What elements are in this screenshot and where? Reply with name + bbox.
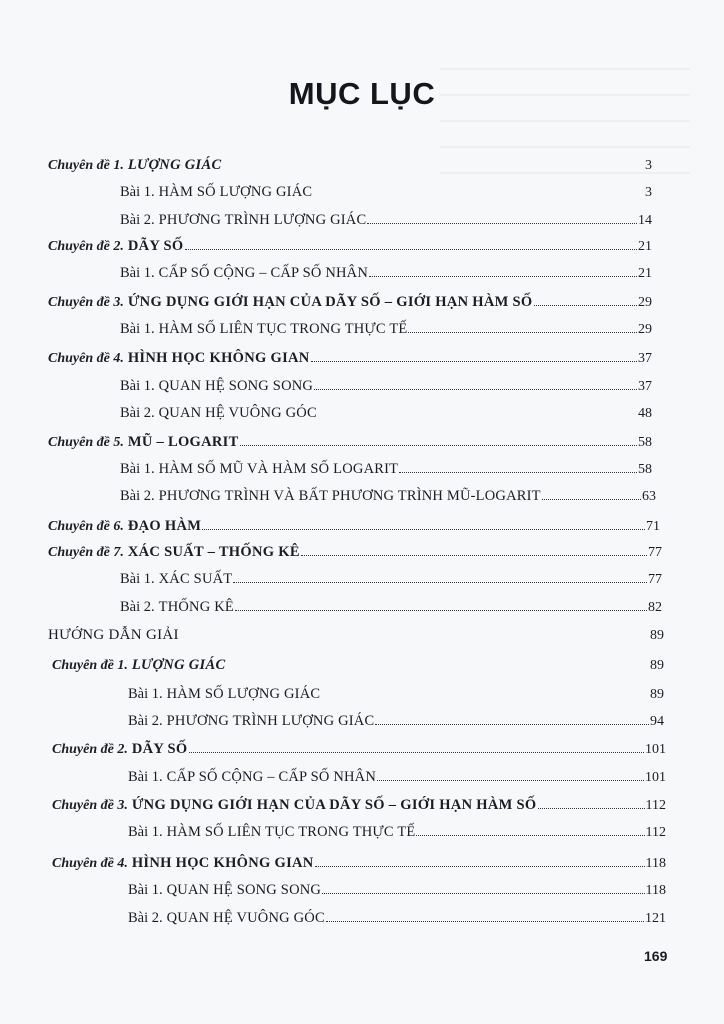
entry-page-number: 94	[650, 714, 664, 729]
toc-chapter-entry	[52, 740, 666, 759]
entry-title: QUAN HỆ SONG SONG	[166, 882, 322, 898]
entry-page-number: 118	[645, 883, 666, 898]
entry-title: XÁC SUẤT	[158, 571, 233, 587]
entry-prefix: Bài 1.	[120, 184, 155, 200]
entry-title: PHƯƠNG TRÌNH LƯỢNG GIÁC	[158, 212, 367, 228]
entry-prefix: Chuyên đề 2.	[48, 239, 124, 254]
entry-page-number: 82	[648, 600, 662, 615]
page-title: MỤC LỤC	[288, 76, 436, 111]
entry-page-number: 3	[645, 185, 652, 200]
entry-prefix: Chuyên đề 4.	[52, 856, 128, 871]
entry-prefix: Bài 2.	[128, 713, 163, 729]
entry-title: XÁC SUẤT – THỐNG KÊ	[127, 544, 300, 560]
entry-title: QUAN HỆ VUÔNG GÓC	[166, 910, 325, 926]
entry-page-number: 29	[638, 295, 652, 310]
entry-prefix: Chuyên đề 1.	[52, 658, 128, 673]
toc-chapter-entry	[52, 854, 666, 873]
entry-prefix: Bài 2.	[120, 212, 155, 228]
entry-page-number: 63	[642, 489, 656, 504]
entry-prefix: Bài 1.	[128, 824, 163, 840]
entry-prefix: Chuyên đề 5.	[48, 435, 124, 450]
entry-prefix: Chuyên đề 3.	[48, 295, 124, 310]
entry-page-number: 58	[638, 435, 652, 450]
entry-title: HÀM SỐ LIÊN TỤC TRONG THỰC TẾ	[158, 321, 408, 337]
toc-lesson-entry	[120, 264, 652, 283]
entry-page-number: 29	[638, 322, 652, 337]
entry-prefix: Chuyên đề 1.	[48, 158, 124, 173]
entry-page-number: 37	[638, 379, 652, 394]
dot-leader	[367, 211, 637, 224]
dot-leader	[301, 543, 647, 556]
entry-title: HÌNH HỌC KHÔNG GIAN	[131, 855, 314, 871]
entry-page-number: 77	[648, 572, 662, 587]
toc-lesson-entry	[120, 377, 652, 396]
toc-lesson-entry	[128, 712, 664, 731]
entry-prefix: Bài 1.	[128, 769, 163, 785]
toc-lesson-entry	[120, 598, 662, 617]
entry-title: HƯỚNG DẪN GIẢI	[48, 627, 179, 643]
dot-leader	[408, 320, 637, 333]
entry-title: CẤP SỐ CỘNG – CẤP SỐ NHÂN	[158, 265, 369, 281]
entry-prefix: Bài 1.	[120, 265, 155, 281]
toc-chapter-entry	[48, 293, 652, 312]
entry-page-number: 21	[638, 239, 652, 254]
entry-page-number: 58	[638, 462, 652, 477]
toc-chapter-entry	[48, 349, 652, 368]
dot-leader	[315, 854, 645, 867]
dot-leader	[235, 598, 647, 611]
entry-page-number: 48	[638, 406, 652, 421]
entry-prefix: Bài 2.	[120, 405, 155, 421]
toc-lesson-entry	[128, 881, 666, 900]
toc-chapter-entry	[52, 656, 664, 675]
dot-leader	[369, 264, 637, 277]
entry-page-number: 112	[645, 825, 666, 840]
entry-title: THỐNG KÊ	[158, 599, 234, 615]
dot-leader	[416, 823, 644, 836]
dot-leader	[311, 349, 637, 362]
entry-title: HÀM SỐ LƯỢNG GIÁC	[158, 184, 313, 200]
dot-leader	[542, 487, 641, 500]
toc-lesson-entry	[120, 404, 652, 423]
entry-title: PHƯƠNG TRÌNH VÀ BẤT PHƯƠNG TRÌNH MŨ-LOGARIT	[158, 488, 541, 504]
dot-leader	[399, 460, 637, 473]
entry-page-number: 37	[638, 351, 652, 366]
entry-title: ỨNG DỤNG GIỚI HẠN CỦA DÃY SỐ – GIỚI HẠN HÀM SỐ	[131, 797, 537, 813]
toc-chapter-entry	[48, 156, 652, 175]
dot-leader	[233, 570, 647, 583]
entry-page-number: 112	[645, 798, 666, 813]
entry-page-number: 89	[650, 687, 664, 702]
entry-prefix: Bài 1.	[128, 882, 163, 898]
entry-title: QUAN HỆ VUÔNG GÓC	[158, 405, 317, 421]
dot-leader	[377, 768, 644, 781]
entry-page-number: 71	[646, 519, 660, 534]
toc-lesson-entry	[120, 460, 652, 479]
page-number: 169	[644, 948, 668, 964]
dot-leader	[240, 433, 637, 446]
entry-page-number: 77	[648, 545, 662, 560]
dot-leader	[202, 517, 645, 530]
toc-lesson-entry	[120, 211, 652, 230]
toc-lesson-entry	[128, 909, 666, 928]
entry-title: HÌNH HỌC KHÔNG GIAN	[127, 350, 310, 366]
entry-title: LƯỢNG GIÁC	[131, 657, 226, 673]
entry-title: CẤP SỐ CỘNG – CẤP SỐ NHÂN	[166, 769, 377, 785]
dot-leader	[185, 237, 638, 250]
dot-leader	[375, 712, 649, 725]
entry-title: ỨNG DỤNG GIỚI HẠN CỦA DÃY SỐ – GIỚI HẠN HÀM SỐ	[127, 294, 533, 310]
dot-leader	[326, 909, 644, 922]
entry-page-number: 118	[645, 856, 666, 871]
entry-title: ĐẠO HÀM	[127, 518, 202, 534]
entry-prefix: Bài 2.	[128, 910, 163, 926]
entry-page-number: 101	[645, 742, 666, 757]
toc-section-entry	[48, 626, 664, 645]
dot-leader	[322, 881, 644, 894]
toc-chapter-entry	[48, 433, 652, 452]
entry-title: HÀM SỐ LƯỢNG GIÁC	[166, 686, 321, 702]
entry-title: QUAN HỆ SONG SONG	[158, 378, 314, 394]
entry-prefix: Chuyên đề 7.	[48, 545, 124, 560]
entry-prefix: Bài 1.	[120, 571, 155, 587]
dot-leader	[189, 740, 645, 753]
toc-chapter-entry	[52, 796, 666, 815]
toc-chapter-entry	[48, 517, 660, 536]
entry-page-number: 89	[650, 658, 664, 673]
toc-lesson-entry	[128, 768, 666, 787]
toc-lesson-entry	[120, 320, 652, 339]
entry-page-number: 3	[645, 158, 652, 173]
toc-lesson-entry	[128, 685, 664, 704]
entry-title: HÀM SỐ MŨ VÀ HÀM SỐ LOGARIT	[158, 461, 399, 477]
entry-title: PHƯƠNG TRÌNH LƯỢNG GIÁC	[166, 713, 375, 729]
entry-page-number: 121	[645, 911, 666, 926]
entry-page-number: 89	[650, 628, 664, 643]
toc-lesson-entry	[128, 823, 666, 842]
toc-lesson-entry	[120, 487, 656, 506]
entry-prefix: Bài 1.	[128, 686, 163, 702]
toc-chapter-entry	[48, 543, 662, 562]
entry-prefix: Chuyên đề 3.	[52, 798, 128, 813]
toc-lesson-entry	[120, 183, 652, 202]
entry-prefix: Bài 2.	[120, 599, 155, 615]
entry-prefix: Bài 1.	[120, 321, 155, 337]
entry-prefix: Chuyên đề 2.	[52, 742, 128, 757]
entry-title: HÀM SỐ LIÊN TỤC TRONG THỰC TẾ	[166, 824, 416, 840]
entry-page-number: 14	[638, 213, 652, 228]
toc-lesson-entry	[120, 570, 662, 589]
entry-title: DÃY SỐ	[127, 238, 184, 254]
entry-page-number: 101	[645, 770, 666, 785]
dot-leader	[314, 377, 637, 390]
entry-prefix: Chuyên đề 6.	[48, 519, 124, 534]
entry-title: LƯỢNG GIÁC	[127, 157, 222, 173]
entry-prefix: Bài 2.	[120, 488, 155, 504]
entry-page-number: 21	[638, 266, 652, 281]
entry-title: MŨ – LOGARIT	[127, 434, 239, 450]
toc-chapter-entry	[48, 237, 652, 256]
dot-leader	[534, 293, 638, 306]
entry-prefix: Bài 1.	[120, 461, 155, 477]
entry-prefix: Bài 1.	[120, 378, 155, 394]
entry-prefix: Chuyên đề 4.	[48, 351, 124, 366]
dot-leader	[538, 796, 645, 809]
entry-title: DÃY SỐ	[131, 741, 188, 757]
